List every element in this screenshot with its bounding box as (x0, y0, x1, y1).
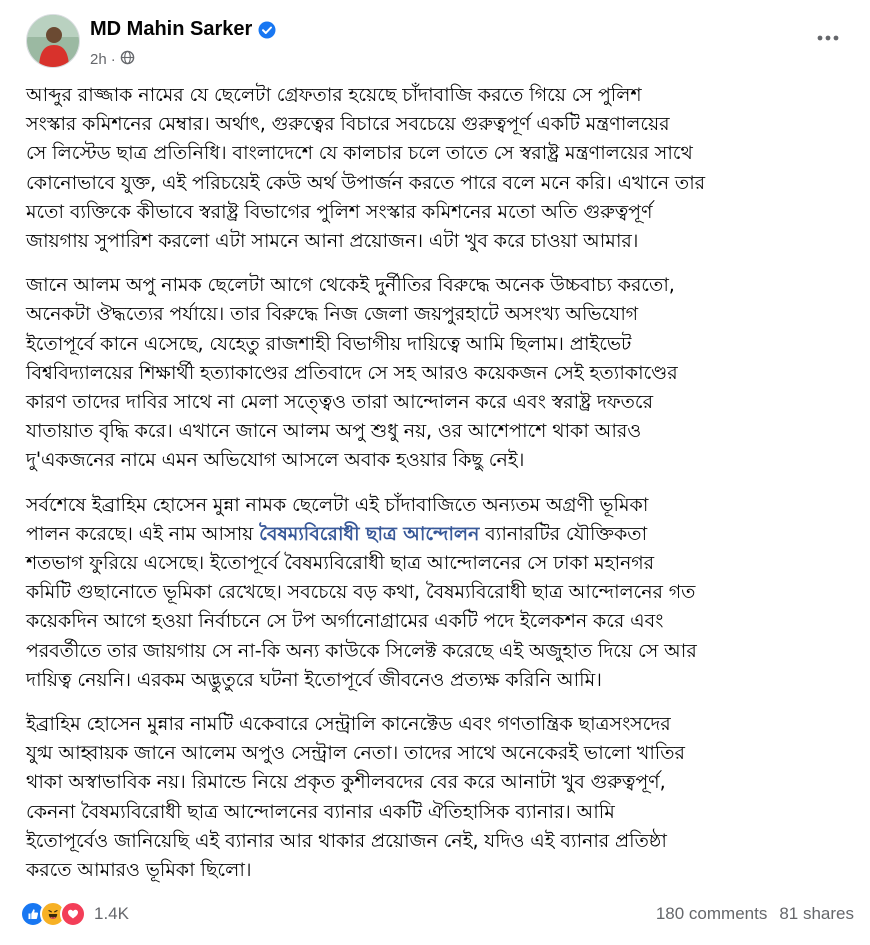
paragraph-2 (26, 270, 856, 474)
text-segment: ব্যানারটির যৌক্তিকতা (479, 521, 647, 545)
post-body (26, 80, 856, 899)
author-name[interactable]: MD Mahin Sarker (90, 18, 253, 40)
text-line: যুগ্ম আহ্বায়ক জানে আলেম অপুও সেন্ট্রাল নেতা। তাদের সাথে অনেকেরই ভালো খাতির (26, 741, 685, 765)
text-line: কোনোভাবে যুক্ত, এই পরিচয়েই কেউ অর্থ উপার্জন করতে পারে বলে মনে করি। এখানে তার (26, 170, 705, 194)
text-line: অনেকটা ঔদ্ধত্যের পর্যায়ে। তার বিরুদ্ধে নিজ জেলা জয়পুরহাটে অসংখ্য অভিযোগ (26, 302, 639, 326)
text-line: কমিটি গুছানোতে ভূমিকা রেখেছে। সবচেয়ে বড় কথা, বৈষম্যবিরোধী ছাত্র আন্দোলনের গত (26, 580, 696, 604)
separator-dot: · (110, 51, 116, 68)
reaction-count[interactable]: 1.4K (94, 904, 129, 923)
text-line: সংস্কার কমিশনের মেম্বার। অর্থাৎ, গুরুত্বের বিচারে সবচেয়ে গুরুত্বপূর্ণ একটি মন্ত্রণালয়ের (26, 112, 670, 136)
reactions-summary[interactable] (20, 901, 129, 927)
globe-icon[interactable] (120, 50, 135, 69)
text-line: আব্দুর রাজ্জাক নামের যে ছেলেটা গ্রেফতার হয়েছে চাঁদাবাজি করতে গিয়ে সে পুলিশ (26, 83, 642, 106)
paragraph-3 (26, 490, 856, 694)
text-line: ইব্রাহিম হোসেন মুন্নার নামটি একেবারে সেন্ট্রালি কানেক্টেড এবং গণতান্ত্রিক ছাত্রসংসদের (26, 712, 671, 736)
avatar[interactable] (26, 14, 80, 68)
paragraph-1 (26, 80, 856, 255)
text-line: দু'একজনের নামে এমন অভিযোগ আসলে অবাক হওয়ার কিছু নেই। (26, 448, 525, 472)
text-line: ইতোপূর্বে কানে এসেছে, যেহেতু রাজশাহী বিভাগীয় দায়িত্বে আমি ছিলাম। প্রাইভেট (26, 331, 632, 355)
comments-count-link[interactable]: 180 comments (655, 904, 768, 923)
text-line: কারণ তাদের দাবির সাথে না মেলা সত্ত্বেও তারা আন্দোলন করে এবং স্বরাষ্ট্র দফতরে (26, 390, 653, 414)
shares-count-link[interactable]: 81 shares (779, 904, 854, 923)
text-line: কেননা বৈষম্যবিরোধী ছাত্র আন্দোলনের ব্যানার একটি ঐতিহাসিক ব্যানার। আমি (26, 799, 615, 823)
verified-badge-icon (258, 21, 276, 39)
text-line: বিশ্ববিদ্যালয়ের শিক্ষার্থী হত্যাকাণ্ডের প্রতিবাদে সে সহ আরও কয়েকজন সেই হত্যাকাণ্ডের (26, 360, 678, 384)
text-line: পরবর্তীতে তার জায়গায় সে না-কি অন্য কাউকে সিলেক্ট করেছে এই অজুহাত দিয়ে সে আর (26, 638, 697, 662)
text-line: দায়িত্ব নেয়নি। এরকম অদ্ভুতুরে ঘটনা ইতোপূর্বে জীবনেও প্রত্যক্ষ করিনি আমি। (26, 667, 602, 691)
text-line: শতভাগ ফুরিয়ে এসেছে। ইতোপূর্বে বৈষম্যবিরোধী ছাত্র আন্দোলনের সে ঢাকা মহানগর (26, 551, 654, 575)
hashtag-link[interactable]: বৈষম্যবিরোধী ছাত্র আন্দোলন (259, 521, 480, 545)
text-line: সে লিস্টেড ছাত্র প্রতিনিধি। বাংলাদেশে যে কালচার চলে তাতে সে স্বরাষ্ট্র মন্ত্রণালয়ের সাথে (26, 141, 693, 165)
love-icon (60, 901, 86, 927)
text-line: যাতায়াত বৃদ্ধি করে। এখানে জানে আলম অপু শুধু নয়, ওর আশেপাশে থাকা আরও (26, 419, 642, 443)
paragraph-4 (26, 709, 856, 884)
text-line: ইতোপূর্বেও জানিয়েছি এই ব্যানার আর থাকার প্রয়োজন নেই, যদিও এই ব্যানার প্রতিষ্ঠা (26, 828, 667, 852)
post-timestamp[interactable]: 2h (90, 51, 107, 68)
more-options-icon[interactable] (814, 24, 842, 52)
text-line: জায়গায় সুপারিশ করলো এটা সামনে আনা প্রয়োজন। এটা খুব করে চাওয়া আমার। (26, 229, 639, 253)
text-line: মতো ব্যক্তিকে কীভাবে স্বরাষ্ট্র বিভাগের পুলিশ সংস্কার কমিশনের মতো অতি গুরুত্বপূর্ণ (26, 199, 653, 223)
avatar-photo (27, 15, 80, 68)
text-line-with-hashtag (26, 519, 856, 548)
text-line: কয়েকদিন আগে হওয়া নির্বাচনে সে টপ অর্গানোগ্রামের একটি পদে ইলেকশন করে এবং (26, 609, 664, 633)
text-line: করতে আমারও ভূমিকা ছিলো। (26, 858, 252, 882)
engagement-stats (656, 904, 854, 924)
post-footer (20, 896, 854, 932)
post-header (26, 14, 850, 74)
text-segment: পালন করেছে। এই নাম আসায় (26, 521, 260, 545)
text-line: সর্বশেষে ইব্রাহিম হোসেন মুন্না নামক ছেলেটা এই চাঁদাবাজিতে অন্যতম অগ্রণী ভূমিকা (26, 492, 649, 516)
text-line: জানে আলম অপু নামক ছেলেটা আগে থেকেই দুর্নীতির বিরুদ্ধে অনেক উচ্চবাচ্য করতো, (26, 273, 675, 297)
text-line: থাকা অস্বাভাবিক নয়। রিমান্ডে নিয়ে প্রকৃত কুশীলবদের বের করে আনাটা খুব গুরুত্বপূর্ণ, (26, 770, 666, 794)
